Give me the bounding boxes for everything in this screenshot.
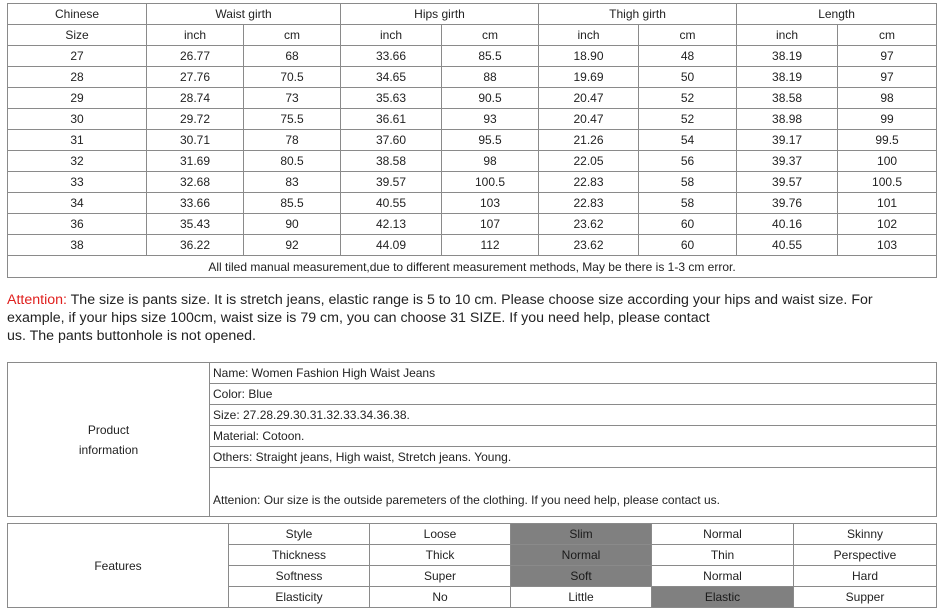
product-info-header-line1: Product [87, 422, 130, 437]
size-value-cell: 39.57 [737, 172, 838, 193]
size-value-cell: 18.90 [539, 46, 639, 67]
size-value-cell: 38.58 [737, 88, 838, 109]
attention-line-2: example, if your hips size 100cm, waist size is 79 cm, you can choose 31 SIZE. If you need help, please contact [7, 310, 710, 326]
size-value-cell: 39.17 [737, 130, 838, 151]
size-value-cell: 58 [639, 193, 737, 214]
size-value-cell: 42.13 [341, 214, 442, 235]
size-row [8, 109, 937, 130]
size-value-cell: 34.65 [341, 67, 442, 88]
header-length: Length [737, 4, 937, 25]
feature-option: Skinny [794, 524, 937, 545]
size-value-cell: 97 [838, 46, 937, 67]
feature-label: Thickness [229, 545, 370, 566]
measurement-note: All tiled manual measurement,due to different measurement methods, May be there is 1-3 cm error. [8, 256, 937, 278]
size-row [8, 67, 937, 88]
header-size: Size [8, 25, 147, 46]
product-info-header-line2: information [78, 442, 139, 457]
attention-line-3: us. The pants buttonhole is not opened. [7, 328, 256, 344]
size-value-cell: 88 [442, 67, 539, 88]
size-value-cell: 112 [442, 235, 539, 256]
size-value-cell: 100.5 [838, 172, 937, 193]
size-header-row [8, 4, 937, 25]
size-value-cell: 97 [838, 67, 937, 88]
info-color: Color: Blue [210, 384, 937, 405]
size-value-cell: 60 [639, 235, 737, 256]
info-attention: Attenion: Our size is the outside paremeters of the clothing. If you need help, please contact us. [210, 468, 937, 517]
size-value-cell: 99 [838, 109, 937, 130]
size-label-cell: 27 [8, 46, 147, 67]
header-chinese: Chinese [8, 4, 147, 25]
size-label-cell: 28 [8, 67, 147, 88]
size-value-cell: 75.5 [244, 109, 341, 130]
size-value-cell: 70.5 [244, 67, 341, 88]
size-value-cell: 98 [442, 151, 539, 172]
feature-option: Perspective [794, 545, 937, 566]
size-value-cell: 107 [442, 214, 539, 235]
size-value-cell: 36.22 [147, 235, 244, 256]
size-value-cell: 32.68 [147, 172, 244, 193]
size-row [8, 130, 937, 151]
size-note-row [8, 256, 937, 278]
size-row [8, 214, 937, 235]
size-value-cell: 39.37 [737, 151, 838, 172]
size-value-cell: 92 [244, 235, 341, 256]
feature-option: Hard [794, 566, 937, 587]
size-value-cell: 20.47 [539, 88, 639, 109]
feature-row [8, 524, 937, 545]
info-others: Others: Straight jeans, High waist, Stretch jeans. Young. [210, 447, 937, 468]
size-value-cell: 38.19 [737, 67, 838, 88]
size-value-cell: 40.16 [737, 214, 838, 235]
unit-cell: inch [341, 25, 442, 46]
features-rows [8, 524, 937, 608]
info-material: Material: Cotoon. [210, 426, 937, 447]
unit-cell: inch [737, 25, 838, 46]
feature-label: Style [229, 524, 370, 545]
feature-option-selected: Slim [511, 524, 652, 545]
size-value-cell: 20.47 [539, 109, 639, 130]
unit-cell: cm [838, 25, 937, 46]
feature-option: Supper [794, 587, 937, 608]
size-value-cell: 21.26 [539, 130, 639, 151]
size-value-cell: 33.66 [341, 46, 442, 67]
unit-cell: inch [539, 25, 639, 46]
size-value-cell: 33.66 [147, 193, 244, 214]
size-value-cell: 58 [639, 172, 737, 193]
size-value-cell: 98 [838, 88, 937, 109]
size-value-cell: 68 [244, 46, 341, 67]
size-value-cell: 103 [442, 193, 539, 214]
size-value-cell: 38.98 [737, 109, 838, 130]
size-value-cell: 44.09 [341, 235, 442, 256]
attention-paragraph [7, 291, 907, 345]
header-hips-girth: Hips girth [341, 4, 539, 25]
size-value-cell: 73 [244, 88, 341, 109]
features-table [7, 523, 937, 608]
size-value-cell: 54 [639, 130, 737, 151]
unit-cell: cm [442, 25, 539, 46]
size-label-cell: 38 [8, 235, 147, 256]
size-chart-table [7, 3, 937, 278]
feature-option: Little [511, 587, 652, 608]
size-value-cell: 90 [244, 214, 341, 235]
size-label-cell: 32 [8, 151, 147, 172]
header-thigh-girth: Thigh girth [539, 4, 737, 25]
size-value-cell: 26.77 [147, 46, 244, 67]
size-value-cell: 31.69 [147, 151, 244, 172]
size-value-cell: 85.5 [442, 46, 539, 67]
feature-option: Loose [370, 524, 511, 545]
size-row [8, 88, 937, 109]
size-value-cell: 35.43 [147, 214, 244, 235]
size-value-cell: 52 [639, 109, 737, 130]
unit-cell: cm [244, 25, 341, 46]
size-units-row [8, 25, 937, 46]
size-row [8, 172, 937, 193]
info-size: Size: 27.28.29.30.31.32.33.34.36.38. [210, 405, 937, 426]
size-value-cell: 101 [838, 193, 937, 214]
size-label-cell: 34 [8, 193, 147, 214]
size-value-cell: 52 [639, 88, 737, 109]
size-row [8, 46, 937, 67]
size-label-cell: 36 [8, 214, 147, 235]
size-value-cell: 102 [838, 214, 937, 235]
size-value-cell: 103 [838, 235, 937, 256]
size-value-cell: 100 [838, 151, 937, 172]
size-value-cell: 28.74 [147, 88, 244, 109]
size-value-cell: 22.05 [539, 151, 639, 172]
size-value-cell: 83 [244, 172, 341, 193]
feature-option-selected: Elastic [652, 587, 794, 608]
size-value-cell: 19.69 [539, 67, 639, 88]
feature-option: Normal [652, 524, 794, 545]
size-label-cell: 30 [8, 109, 147, 130]
size-value-cell: 40.55 [341, 193, 442, 214]
product-info-table [7, 362, 937, 517]
info-name: Name: Women Fashion High Waist Jeans [210, 363, 937, 384]
feature-label: Elasticity [229, 587, 370, 608]
size-value-cell: 29.72 [147, 109, 244, 130]
size-value-cell: 27.76 [147, 67, 244, 88]
size-label-cell: 33 [8, 172, 147, 193]
size-value-cell: 38.58 [341, 151, 442, 172]
size-value-cell: 36.61 [341, 109, 442, 130]
size-value-cell: 56 [639, 151, 737, 172]
size-value-cell: 50 [639, 67, 737, 88]
feature-option: Thin [652, 545, 794, 566]
size-value-cell: 38.19 [737, 46, 838, 67]
size-row [8, 235, 937, 256]
unit-cell: cm [639, 25, 737, 46]
size-value-cell: 78 [244, 130, 341, 151]
size-row [8, 151, 937, 172]
size-value-cell: 48 [639, 46, 737, 67]
size-value-cell: 40.55 [737, 235, 838, 256]
size-value-cell: 35.63 [341, 88, 442, 109]
features-header: Features [8, 524, 229, 608]
size-value-cell: 99.5 [838, 130, 937, 151]
size-value-cell: 95.5 [442, 130, 539, 151]
size-value-cell: 30.71 [147, 130, 244, 151]
size-value-cell: 23.62 [539, 235, 639, 256]
product-info-header [8, 363, 210, 517]
size-row [8, 193, 937, 214]
size-value-cell: 100.5 [442, 172, 539, 193]
size-value-cell: 93 [442, 109, 539, 130]
feature-label: Softness [229, 566, 370, 587]
feature-option-selected: Soft [511, 566, 652, 587]
size-value-cell: 22.83 [539, 172, 639, 193]
header-waist-girth: Waist girth [147, 4, 341, 25]
size-value-cell: 39.57 [341, 172, 442, 193]
size-value-cell: 23.62 [539, 214, 639, 235]
size-value-cell: 85.5 [244, 193, 341, 214]
attention-line-1: The size is pants size. It is stretch jeans, elastic range is 5 to 10 cm. Please choose size according your hips and waist size. For [66, 292, 873, 308]
size-rows [8, 46, 937, 256]
feature-option: Thick [370, 545, 511, 566]
feature-option: No [370, 587, 511, 608]
size-value-cell: 60 [639, 214, 737, 235]
size-label-cell: 31 [8, 130, 147, 151]
feature-option-selected: Normal [511, 545, 652, 566]
unit-cell: inch [147, 25, 244, 46]
size-value-cell: 37.60 [341, 130, 442, 151]
feature-option: Super [370, 566, 511, 587]
size-value-cell: 80.5 [244, 151, 341, 172]
size-value-cell: 39.76 [737, 193, 838, 214]
size-value-cell: 90.5 [442, 88, 539, 109]
size-value-cell: 22.83 [539, 193, 639, 214]
feature-option: Normal [652, 566, 794, 587]
size-label-cell: 29 [8, 88, 147, 109]
attention-label: Attention: [7, 292, 67, 308]
